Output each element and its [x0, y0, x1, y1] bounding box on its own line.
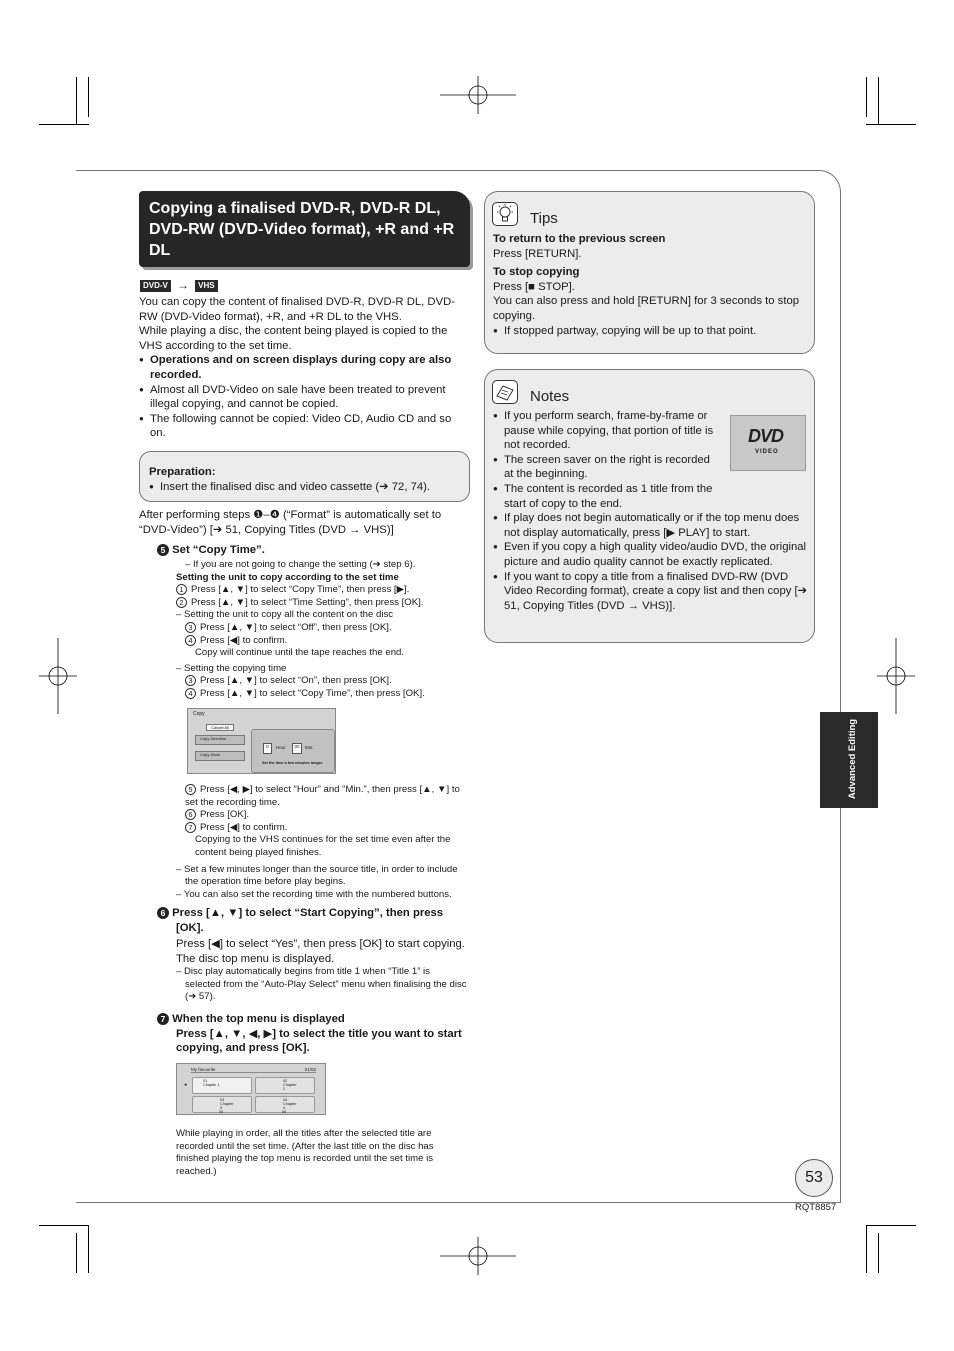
menu-title: My favourite	[191, 1067, 216, 1072]
copy-screen-mockup	[187, 708, 336, 774]
step-item: 2 Press [▲, ▼] to select “Time Setting”, then press [OK].	[176, 597, 472, 610]
menu-cell: 03 Chapter 3	[192, 1096, 252, 1113]
min-field: 00	[292, 743, 302, 754]
step-text: Press [◀] to select “Yes”, then press [OK] to start copying. The disc top menu is displayed.	[176, 938, 465, 965]
menu-page: 01/02	[304, 1067, 316, 1072]
step-heading: Press [▲, ▼] to select “Start Copying”, then press [OK].	[172, 907, 444, 934]
step-5	[157, 543, 477, 558]
step-subheading: Setting the unit to copy according to the set time	[176, 571, 399, 583]
tips-bullet: ● If stopped partway, copying will be up to that point.	[493, 324, 809, 339]
intro-bullet: ● The following cannot be copied: Video CD, Audio CD and so on.	[139, 412, 470, 441]
registration-mark-left	[39, 638, 77, 714]
time-panel	[251, 729, 335, 773]
step-heading: Press [▲, ▼, ◀, ▶] to select the title you want to start copying, and press [OK].	[176, 1027, 462, 1055]
intro-bullet: ● Almost all DVD-Video on sale have been treated to prevent illegal copying, and cannot be copied.	[139, 383, 470, 412]
step-note: – If you are not going to change the setting (➔ step 6).	[185, 559, 416, 570]
hour-label: Hour	[276, 745, 286, 750]
tips-title: Tips	[530, 210, 558, 227]
copy-mode-row: Copy Mode	[195, 751, 245, 761]
registration-mark-right	[877, 638, 915, 714]
copy-direction-row: Copy Direction	[195, 735, 245, 745]
step-heading: Set “Copy Time”.	[172, 544, 265, 556]
notes-bullet: ● The content is recorded as 1 title from the start of copy to the end.	[493, 482, 718, 511]
tips-box	[484, 191, 815, 354]
menu-cell: 02 Chapter 2	[255, 1077, 315, 1094]
crop-mark	[76, 1233, 77, 1273]
hour-field: 0	[263, 743, 272, 754]
step-item: 5 Press [◀, ▶] to select “Hour” and “Min.”, then press [▲, ▼] to set the recording time.	[185, 784, 460, 808]
intro-section	[139, 295, 470, 441]
step-heading: When the top menu is displayed	[172, 1013, 345, 1025]
menu-cell-label: 05	[219, 1110, 224, 1114]
notes-title: Notes	[530, 388, 570, 405]
step-dash-note: – Set a few minutes longer than the source title, in order to include the operation time before play begins.	[176, 863, 458, 888]
notes-box	[484, 369, 815, 643]
step-item: 4 Press [▲, ▼] to select “Copy Time”, then press [OK].	[176, 688, 472, 701]
preparation-box	[139, 451, 470, 502]
notes-bullet: ● Even if you copy a high quality video/audio DVD, the original picture and audio quality cannot be exactly replicated.	[493, 540, 809, 569]
intro-paragraph: You can copy the content of finalised DVD-R, DVD-R DL, DVD-RW (DVD-Video format), +R, and +R DL to the VHS.	[139, 296, 456, 323]
crop-mark	[866, 124, 916, 125]
step-number: 5	[157, 544, 169, 556]
crop-mark	[866, 1225, 916, 1226]
tips-text: Press [RETURN].	[493, 247, 582, 260]
preparation-heading: Preparation:	[149, 466, 216, 478]
crop-mark	[878, 1233, 879, 1273]
registration-mark-bottom	[440, 1237, 516, 1275]
tips-text: You can also press and hold [RETURN] for 3 seconds to stop copying.	[493, 295, 800, 322]
step-item: 3 Press [▲, ▼] to select “Off”, then press [OK].	[176, 622, 472, 635]
step-5-after	[176, 784, 472, 901]
notes-bullet: ● The screen saver on the right is recorded at the beginning.	[493, 453, 718, 482]
arrow: →	[177, 278, 190, 292]
lightbulb-icon	[492, 202, 518, 226]
top-menu-screen-mockup	[176, 1063, 326, 1115]
min-label: Min.	[305, 745, 314, 750]
crop-mark	[878, 77, 879, 125]
step-item: 6 Press [OK].	[176, 809, 472, 822]
step-note: Copying to the VHS continues for the set time even after the content being played finishes.	[195, 834, 451, 858]
page-title: Copying a finalised DVD-R, DVD-R DL, DVD-RW (DVD-Video format), +R and +R DL	[139, 191, 470, 267]
menu-header	[191, 1067, 316, 1073]
menu-cell: 04 Chapter 4	[255, 1096, 315, 1113]
step-6	[157, 906, 467, 935]
step-6-body	[176, 937, 467, 1004]
step-7-note: While playing in order, all the titles after the selected title are recorded until the set time. (After the last title on the disc has finished playing the top menu is recorded until the set time is reached.)	[176, 1128, 434, 1177]
tips-heading: To return to the previous screen	[493, 233, 666, 245]
step-item: 1 Press [▲, ▼] to select “Copy Time”, then press [▶].	[176, 584, 472, 597]
crop-mark	[39, 1225, 89, 1226]
crop-mark	[76, 77, 77, 125]
crop-mark	[88, 1225, 89, 1273]
cancel-all-button: Cancel All	[206, 724, 234, 731]
crop-mark	[88, 77, 89, 117]
step-item: 3 Press [▲, ▼] to select “On”, then press [OK].	[176, 675, 472, 688]
time-hint: Set the time a few minutes longer.	[262, 761, 324, 765]
tips-heading: To stop copying	[493, 266, 580, 279]
after-steps-text: After performing steps ❶–❹ (“Format” is automatically set to “DVD-Video”) [➔ 51, Copying Titles (DVD → VHS)]	[139, 509, 442, 536]
step-dash-note: – You can also set the recording time with the numbered buttons.	[176, 888, 452, 900]
intro-bullet: ● Operations and on screen displays during copy are also recorded.	[139, 353, 470, 382]
step-item: 4 Press [◀] to confirm.	[176, 635, 472, 648]
screen-title: Copy	[193, 711, 205, 717]
step-subsection: – Setting the unit to copy all the content on the disc	[176, 609, 394, 621]
notes-bullet: ● If play does not begin automatically or if the top menu does not display automatically, press [▶ PLAY] to start.	[493, 511, 809, 540]
step-item: 7 Press [◀] to confirm.	[176, 822, 472, 835]
menu-cell-label: 06	[282, 1110, 287, 1114]
step-7	[157, 1012, 467, 1056]
notes-bullet: ● If you perform search, frame-by-frame or pause while copying, that portion of title is not recorded.	[493, 409, 718, 453]
left-arrow-icon: ◂	[184, 1082, 187, 1088]
notes-bullet: ● If you want to copy a title from a finalised DVD-RW (DVD Video Recording format), create a copy list and then copy [➔ 51, Copying Titles (DVD → VHS)].	[493, 570, 809, 614]
vhs-tag: VHS	[195, 280, 217, 292]
crop-mark	[866, 1225, 867, 1273]
intro-paragraph: While playing a disc, the content being played is copied to the VHS according to the set time.	[139, 325, 448, 352]
crop-mark	[866, 77, 867, 117]
step-number: 6	[157, 907, 169, 919]
step-subsection: – Setting the copying time	[176, 662, 287, 674]
registration-mark-top	[440, 76, 516, 114]
dvd-logo-text: DVD	[748, 426, 784, 446]
dvd-logo-sub: VIDEO	[755, 449, 779, 455]
tips-text: Press [■ STOP].	[493, 280, 575, 293]
step-number: 7	[157, 1013, 169, 1025]
section-side-tab-label: Advanced Editing	[847, 718, 858, 800]
notes-content	[493, 409, 809, 613]
tips-content	[493, 232, 809, 338]
step-note: – Disc play automatically begins from title 1 when “Title 1” is selected from the “Auto-Play Select” menu when finalising the disc (➔ 57).	[176, 966, 467, 1003]
media-tags	[140, 278, 218, 294]
menu-cell: 01 Chapter 1	[192, 1077, 252, 1094]
document-code: RQT8857	[795, 1202, 837, 1213]
dvd-v-tag: DVD-V	[140, 280, 171, 292]
notepad-icon	[492, 380, 518, 404]
crop-mark	[39, 124, 89, 125]
step-5-body	[176, 559, 472, 701]
preparation-item: ● Insert the finalised disc and video cassette (➔ 72, 74).	[149, 480, 460, 495]
page-number: 53	[795, 1159, 833, 1197]
step-note: Copy will continue until the tape reaches the end.	[195, 647, 405, 659]
